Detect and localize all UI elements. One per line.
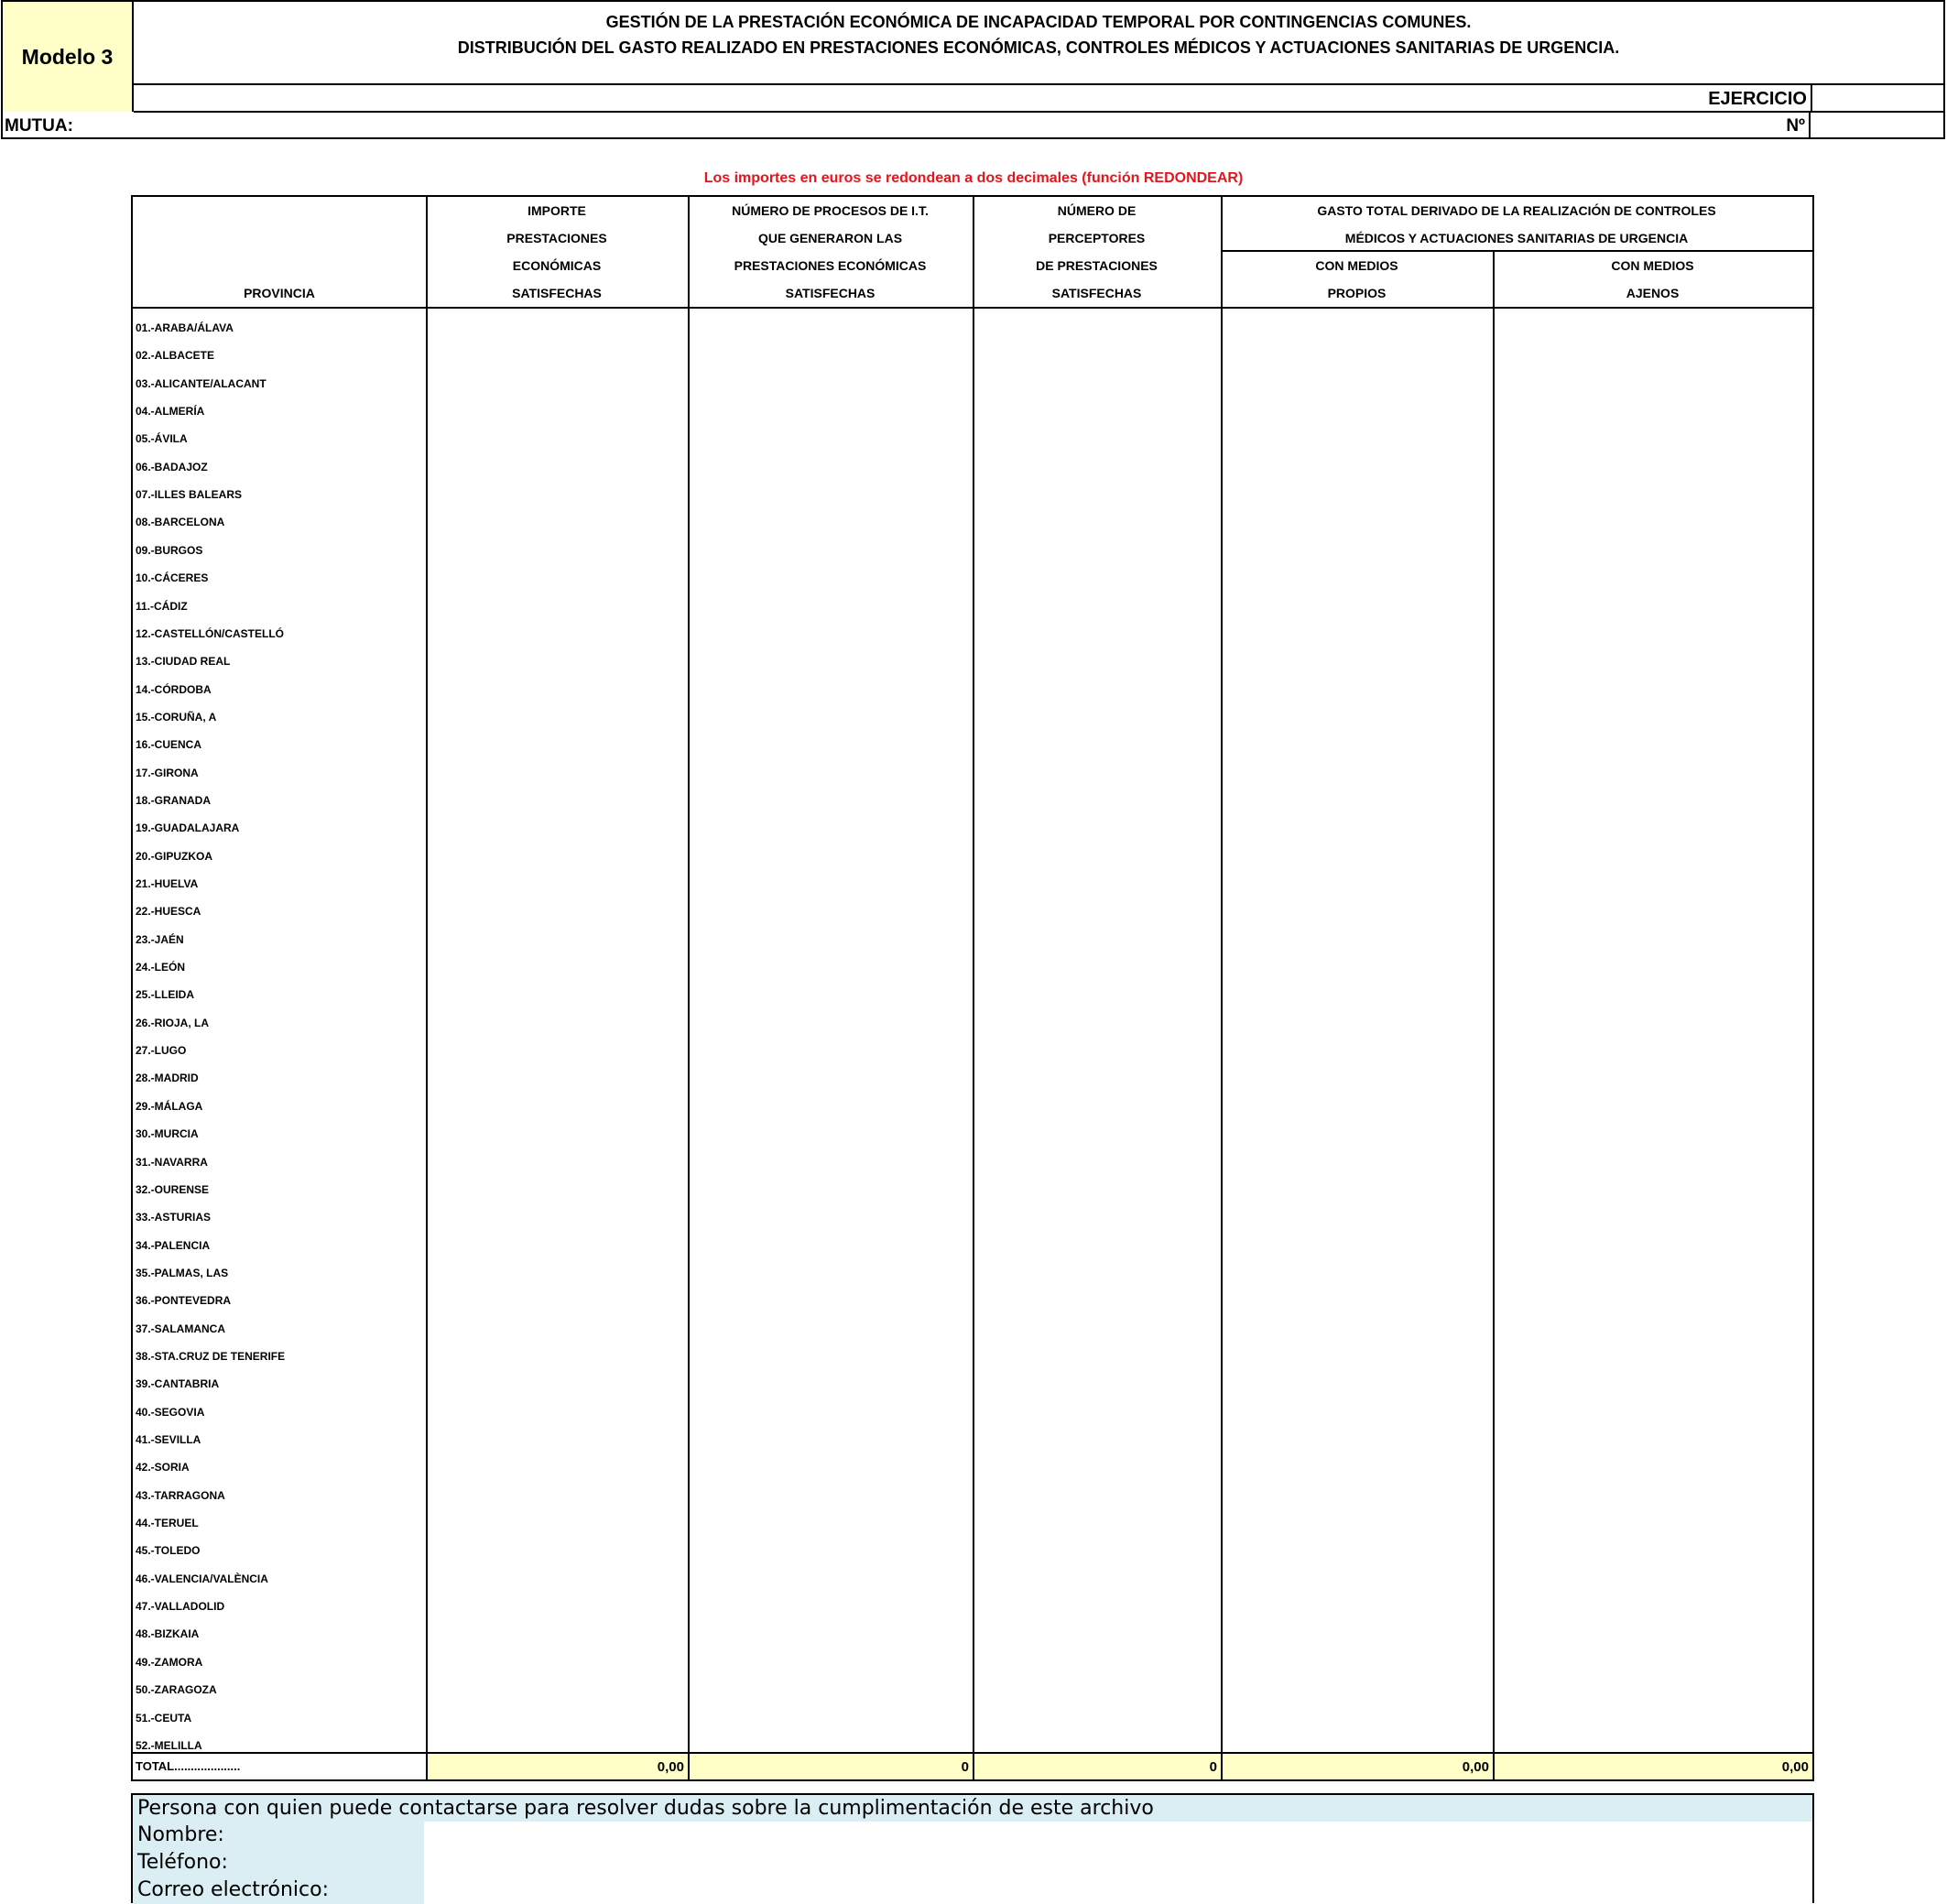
ejercicio-field[interactable] <box>1814 85 1943 111</box>
header-bottom-line <box>133 307 1812 309</box>
header-text: DE PRESTACIONES <box>1036 258 1158 273</box>
header-text: NÚMERO DE <box>1057 203 1137 218</box>
province-row-label: 24.-LEÓN <box>136 961 186 974</box>
form-title <box>134 2 1943 85</box>
province-row-label: 36.-PONTEVEDRA <box>136 1294 232 1308</box>
province-row-label: 09.-BURGOS <box>136 543 203 557</box>
province-row-label: 10.-CÁCERES <box>136 571 209 585</box>
header-text: PRESTACIONES ECONÓMICAS <box>734 258 927 273</box>
rounding-note: Los importes en euros se redondean a dos decimales (función REDONDEAR) <box>703 170 1244 186</box>
mutua-label: MUTUA: <box>5 116 73 136</box>
header-provincia: PROVINCIA <box>244 286 315 300</box>
nombre-label: Nombre: <box>133 1822 424 1849</box>
province-row-label: 04.-ALMERÍA <box>136 405 205 419</box>
province-row-label: 05.-ÁVILA <box>136 432 188 446</box>
province-row-label: 27.-LUGO <box>136 1044 187 1058</box>
province-row-label: 38.-STA.CRUZ DE TENERIFE <box>136 1349 286 1363</box>
province-row-label: 37.-SALAMANCA <box>136 1322 226 1335</box>
province-row-label: 43.-TARRAGONA <box>136 1488 225 1502</box>
header-text: GASTO TOTAL DERIVADO DE LA REALIZACIÓN DE CONTROLES <box>1317 203 1716 218</box>
header-text: QUE GENERARON LAS <box>757 231 903 245</box>
province-row-label: 45.-TOLEDO <box>136 1544 201 1558</box>
province-row-label: 49.-ZAMORA <box>136 1655 203 1669</box>
province-row-label: 08.-BARCELONA <box>136 516 225 529</box>
header-text: IMPORTE <box>528 203 586 218</box>
col-divider <box>1221 197 1223 1779</box>
distribution-table <box>131 195 1814 1781</box>
province-row-label: 39.-CANTABRIA <box>136 1377 220 1391</box>
ejercicio-row <box>134 85 1943 113</box>
province-row-label: 20.-GIPUZKOA <box>136 849 213 863</box>
mutua-row <box>3 113 1943 139</box>
total-importe: 0,00 <box>428 1754 688 1779</box>
header-procesos <box>688 197 973 307</box>
province-row-label: 44.-TERUEL <box>136 1517 199 1530</box>
province-row-label: 28.-MADRID <box>136 1072 199 1085</box>
province-row-label: 41.-SEVILLA <box>136 1433 201 1446</box>
province-row-label: 11.-CÁDIZ <box>136 599 188 613</box>
province-row-label: 52.-MELILLA <box>136 1738 202 1752</box>
telefono-field[interactable] <box>424 1849 1812 1877</box>
header-text: SATISFECHAS <box>785 286 876 300</box>
title-line-2: DISTRIBUCIÓN DEL GASTO REALIZADO EN PRESTACIONES ECONÓMICAS, CONTROLES MÉDICOS Y ACTUACIONES SANITARIAS DE URGENCIA. <box>457 38 1620 57</box>
province-row-label: 15.-CORUÑA, A <box>136 710 217 724</box>
correo-field[interactable] <box>424 1877 1812 1904</box>
province-row-label: 23.-JAÉN <box>136 932 184 946</box>
total-medios-ajenos: 0,00 <box>1495 1754 1812 1779</box>
ejercicio-label: EJERCICIO <box>1708 85 1812 111</box>
province-row-label: 07.-ILLES BALEARS <box>136 488 243 502</box>
province-row-label: 21.-HUELVA <box>136 877 199 890</box>
col-divider <box>1493 252 1495 1779</box>
total-procesos: 0 <box>690 1754 973 1779</box>
header-text: CON MEDIOS <box>1315 258 1398 273</box>
form-header <box>1 0 1945 139</box>
province-row-label: 33.-ASTURIAS <box>136 1211 212 1224</box>
province-row-label: 16.-CUENCA <box>136 738 202 752</box>
province-row-label: 17.-GIRONA <box>136 766 199 779</box>
header-text: NÚMERO DE PROCESOS DE I.T. <box>732 203 929 218</box>
col-divider <box>688 197 690 1779</box>
province-row-label: 50.-ZARAGOZA <box>136 1683 217 1697</box>
province-row-label: 48.-BIZKAIA <box>136 1627 200 1641</box>
correo-label: Correo electrónico: <box>133 1877 424 1904</box>
header-text: ECONÓMICAS <box>512 258 602 273</box>
total-label: TOTAL.................... <box>136 1759 241 1773</box>
total-medios-propios: 0,00 <box>1223 1754 1493 1779</box>
mutua-field[interactable] <box>85 113 1642 139</box>
province-row-label: 47.-VALLADOLID <box>136 1600 225 1614</box>
province-row-label: 12.-CASTELLÓN/CASTELLÓ <box>136 626 285 640</box>
header-importe <box>426 197 688 307</box>
province-row-label: 30.-MURCIA <box>136 1127 199 1141</box>
total-perceptores: 0 <box>974 1754 1221 1779</box>
province-row-label: 19.-GUADALAJARA <box>136 821 240 835</box>
numero-label: Nº <box>1786 113 1811 139</box>
total-row <box>133 1754 1812 1779</box>
province-row-label: 02.-ALBACETE <box>136 349 215 363</box>
col-divider <box>973 197 974 1779</box>
header-medios-propios <box>1221 252 1493 307</box>
numero-field[interactable] <box>1814 113 1943 139</box>
header-text: PRESTACIONES <box>506 231 607 245</box>
header-text: SATISFECHAS <box>512 286 602 300</box>
header-text: PROPIOS <box>1327 286 1387 300</box>
province-row-label: 35.-PALMAS, LAS <box>136 1266 229 1279</box>
province-row-label: 14.-CÓRDOBA <box>136 682 212 696</box>
header-text: AJENOS <box>1626 286 1680 300</box>
telefono-label: Teléfono: <box>133 1849 424 1877</box>
province-row-label: 22.-HUESCA <box>136 905 201 919</box>
province-row-label: 40.-SEGOVIA <box>136 1405 205 1419</box>
province-row-label: 46.-VALENCIA/VALÈNCIA <box>136 1572 268 1585</box>
province-row-label: 32.-OURENSE <box>136 1182 210 1196</box>
contact-box <box>131 1793 1814 1903</box>
contact-title: Persona con quien puede contactarse para resolver dudas sobre la cumplimentación de este archivo <box>133 1795 1812 1822</box>
header-text: CON MEDIOS <box>1611 258 1694 273</box>
modelo-label: Modelo 3 <box>3 2 134 112</box>
province-row-label: 42.-SORIA <box>136 1461 190 1474</box>
title-line-1: GESTIÓN DE LA PRESTACIÓN ECONÓMICA DE INCAPACIDAD TEMPORAL POR CONTINGENCIAS COMUNES. <box>605 13 1472 31</box>
province-row-label: 31.-NAVARRA <box>136 1155 208 1169</box>
header-text: SATISFECHAS <box>1051 286 1142 300</box>
province-row-label: 06.-BADAJOZ <box>136 460 208 473</box>
province-row-label: 01.-ARABA/ÁLAVA <box>136 321 234 334</box>
province-row-label: 51.-CEUTA <box>136 1711 192 1724</box>
province-row-label: 13.-CIUDAD REAL <box>136 655 231 669</box>
header-text: PERCEPTORES <box>1048 231 1146 245</box>
province-row-label: 34.-PALENCIA <box>136 1238 211 1252</box>
header-text: MÉDICOS Y ACTUACIONES SANITARIAS DE URGENCIA <box>1344 231 1689 245</box>
header-gasto-group <box>1221 197 1812 252</box>
province-row-label: 26.-RIOJA, LA <box>136 1016 210 1029</box>
col-divider <box>426 197 428 1779</box>
header-medios-ajenos <box>1493 252 1812 307</box>
nombre-field[interactable] <box>424 1822 1812 1849</box>
province-row-label: 03.-ALICANTE/ALACANT <box>136 376 266 390</box>
province-row-label: 25.-LLEIDA <box>136 988 195 1002</box>
province-row-label: 29.-MÁLAGA <box>136 1099 203 1113</box>
province-row-label: 18.-GRANADA <box>136 793 212 807</box>
header-perceptores <box>973 197 1221 307</box>
